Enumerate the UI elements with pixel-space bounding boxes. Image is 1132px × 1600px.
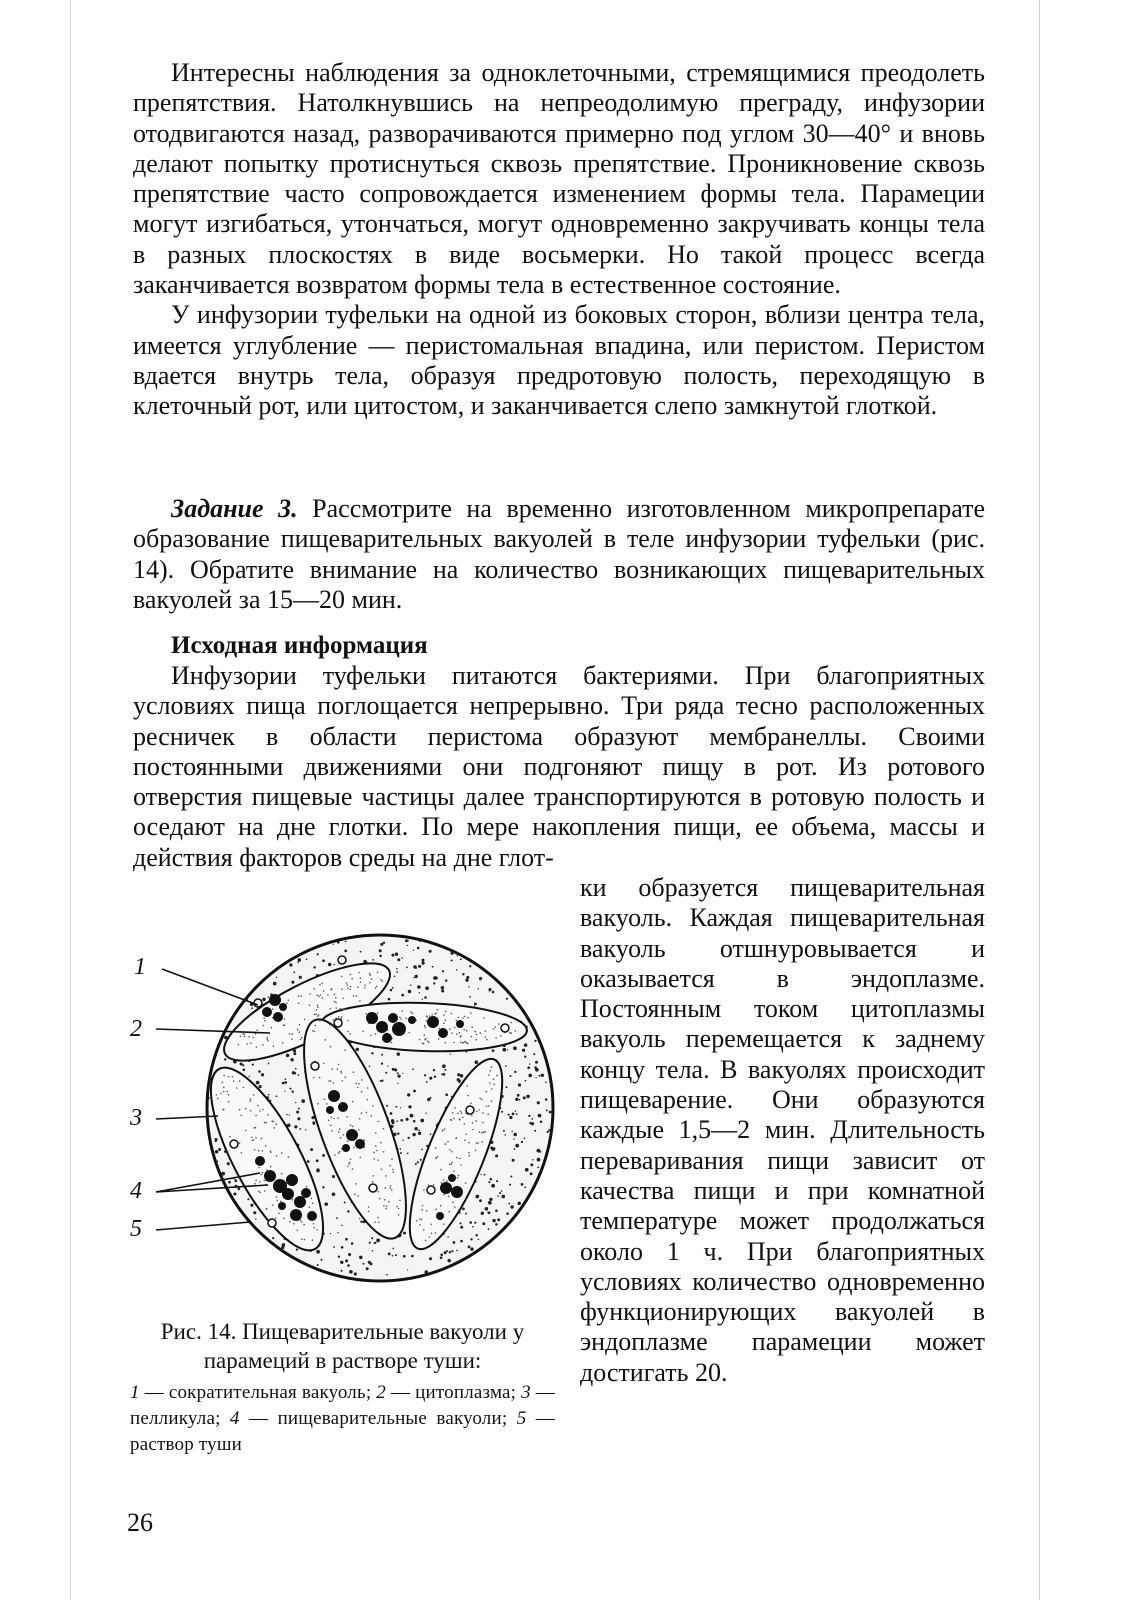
paramecia-drawing [110,930,570,1290]
legend-text-1: — сократительная вакуоль; [139,1382,377,1403]
figure-caption [130,1317,555,1458]
caption-title: Рис. 14. Пищеварительные вакуоли у парамеций в растворе туши: [160,1319,525,1373]
paragraph-peristome: У инфузории туфельки на одной из боковых сторон, вблизи центра тела, имеется углубление — перистомальная впадина, или перистом. Перистом вдается внутрь тела, образуя предротовую полость, переходящую в клеточный рот, или цитостом, и заканчивается слепо замкнутой глоткой. [133,300,985,421]
task-paragraph [133,494,985,615]
legend-text-5: — раствор туши [130,1408,555,1455]
task-block [133,494,985,615]
text-block-top [133,58,985,422]
figure-label-2: 2 [130,1016,142,1042]
info-paragraph-wrap: ки образуется пищеварительная вакуоль. Каждая пищеварительная вакуоль отшнуровывается и оказывается в эндоплазме. Постоянным током цитоплазмы вакуоль перемещается к заднему концу тела. В вакуолях происходит пищеварение. Они образуются каждые 1,5—2 мин. Длительность переваривания пищи зависит от качества пищи и при комнатной температуре может продолжаться около 1 ч. При благоприятных условиях количество одновременно функционирующих вакуолей в эндоплазме парамеции может достигать 20. [580,873,985,1387]
task-label: Задание 3. [171,494,298,523]
legend-num-5: 5 [516,1408,527,1429]
legend-text-2: — цитоплазма; [386,1382,522,1403]
legend-num-3: 3 [521,1382,531,1403]
paragraph-obstacles: Интересны наблюдения за одноклеточными, стремящимися преодолеть препятствия. Натолкнувшись на непреодолимую преграду, инфузории отодвигаются назад, разворачиваются примерно под углом 30—40° и вновь делают попытку протиснуться сквозь препятствие. Проникновение сквозь препятствие часто сопровождается изменением формы тела. Парамеции могут изгибаться, утончаться, могут одновременно закручивать концы тела в разных плоскостях в виде восьмерки. Но такой процесс всегда заканчивается возвратом формы тела в естественное состояние. [133,58,985,300]
legend-num-2: 2 [376,1382,386,1403]
legend-text-4: — пищеварительные вакуоли; [239,1408,517,1429]
page-number: 26 [127,1508,153,1537]
figure-label-1: 1 [134,954,146,980]
figure-paramecia [110,930,570,1290]
figure-label-5: 5 [130,1216,142,1242]
info-block [133,661,985,873]
task-text: Рассмотрите на временно изготовленном микропрепарате образование пищеварительных вакуолей в теле инфузории туфельки (рис. 14). Обратите внимание на количество возникающих пищеварительных вакуолей за 15—20 мин. [133,494,985,614]
legend-num-4: 4 [229,1408,240,1429]
section-heading: Исходная информация [171,632,428,659]
legend-num-1: 1 [130,1382,140,1403]
figure-label-4: 4 [130,1178,142,1204]
caption-legend [130,1380,555,1458]
figure-label-3: 3 [130,1105,142,1131]
info-paragraph-full: Инфузории туфельки питаются бактериями. При благоприятных условиях пища поглощается непрерывно. Три ряда тесно расположенных ресничек в области перистома образуют мембранеллы. Своими постоянными движениями они подгоняют пищу в рот. Из ротового отверстия пищевые частицы далее транспортируются в ротовую полость и оседают на дне глотки. По мере накопления пищи, ее объема, массы и действия факторов среды на дне глот- [133,661,985,872]
legend-text-3: — пелликула; [130,1382,555,1429]
